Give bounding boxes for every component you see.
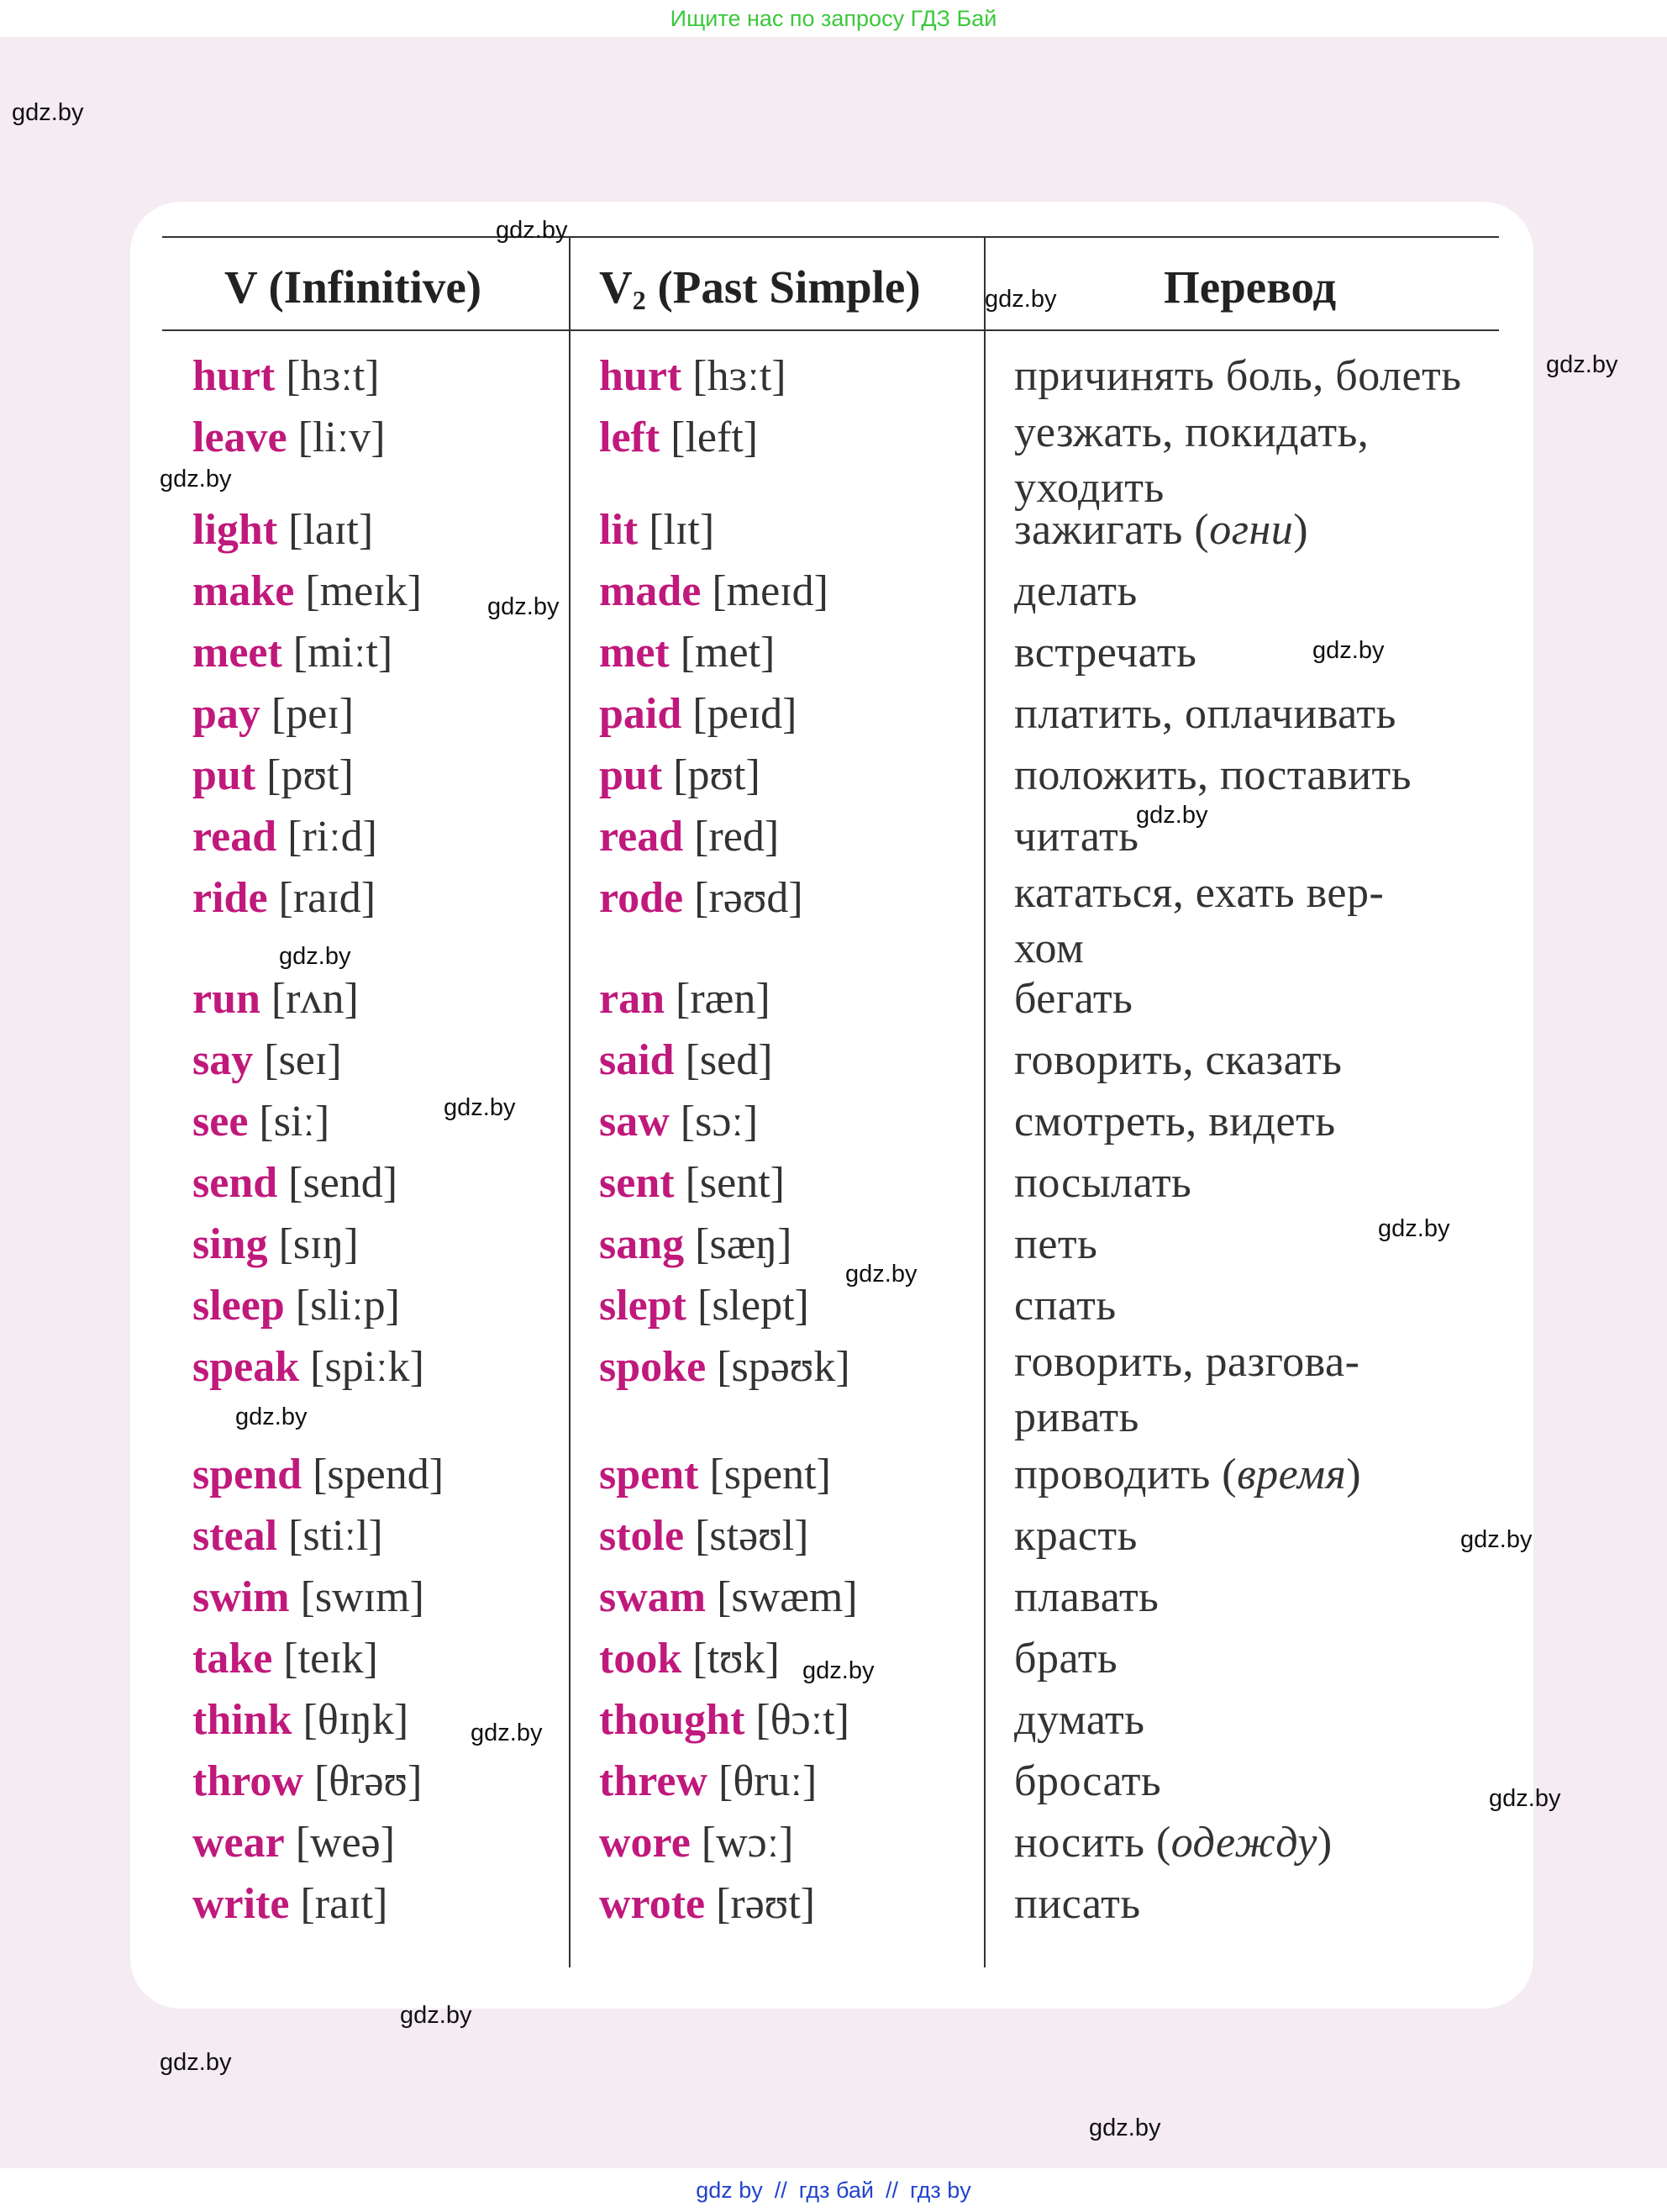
table-row xyxy=(0,349,1667,410)
translation-line: положить, поставить xyxy=(1014,751,1412,799)
past-simple-word: left xyxy=(599,413,660,461)
infinitive-transcription: [spiːk] xyxy=(310,1343,424,1391)
past-simple-transcription: [wɔː] xyxy=(701,1819,794,1867)
table-row xyxy=(0,1815,1667,1877)
translation-cell xyxy=(1014,1094,1336,1150)
infinitive-word: speak xyxy=(192,1343,300,1391)
translation-cell xyxy=(1014,687,1396,742)
infinitive-cell xyxy=(192,1033,342,1088)
infinitive-cell xyxy=(192,1570,424,1625)
infinitive-word: think xyxy=(192,1696,292,1744)
translation-cell xyxy=(1014,809,1139,865)
infinitive-word: spend xyxy=(192,1451,302,1498)
watermark: gdz.by xyxy=(160,2049,232,2076)
infinitive-transcription: [pʊt] xyxy=(266,751,354,799)
infinitive-word: read xyxy=(192,813,277,861)
past-simple-cell xyxy=(599,1754,817,1809)
past-simple-cell xyxy=(599,748,760,803)
infinitive-word: leave xyxy=(192,413,287,461)
past-simple-word: made xyxy=(599,567,702,615)
past-simple-transcription: [meɪd] xyxy=(712,567,828,615)
infinitive-transcription: [spend] xyxy=(313,1451,444,1498)
watermark: gdz.by xyxy=(1136,802,1208,829)
watermark: gdz.by xyxy=(471,1720,543,1746)
past-simple-transcription: [stəʊl] xyxy=(695,1512,809,1560)
past-simple-cell xyxy=(599,809,779,865)
past-simple-word: sang xyxy=(599,1220,685,1268)
translation-line: хом xyxy=(1014,924,1085,972)
header-translation: Перевод xyxy=(1164,261,1337,313)
past-simple-word: lit xyxy=(599,506,639,554)
watermark: gdz.by xyxy=(496,217,568,244)
watermark: gdz.by xyxy=(1546,351,1618,378)
past-simple-word: put xyxy=(599,751,663,799)
infinitive-cell xyxy=(192,1877,387,1932)
past-simple-transcription: [left] xyxy=(670,413,759,461)
watermark: gdz.by xyxy=(279,943,351,970)
past-simple-word: read xyxy=(599,813,684,861)
past-simple-cell xyxy=(599,349,786,404)
header-past-v: V xyxy=(599,261,633,313)
infinitive-cell xyxy=(192,1754,422,1809)
header-past-simple xyxy=(599,254,921,321)
infinitive-word: throw xyxy=(192,1757,303,1805)
past-simple-cell xyxy=(599,503,714,558)
infinitive-word: sing xyxy=(192,1220,268,1268)
infinitive-cell xyxy=(192,410,386,466)
table-row xyxy=(0,972,1667,1033)
past-simple-transcription: [rəʊd] xyxy=(694,874,803,922)
infinitive-word: ride xyxy=(192,874,268,922)
infinitive-word: light xyxy=(192,506,278,554)
footer-separator: // xyxy=(885,2178,898,2203)
footer-link-3[interactable]: гдз by xyxy=(910,2178,971,2203)
past-simple-word: paid xyxy=(599,690,682,738)
table-row xyxy=(0,1094,1667,1156)
watermark: gdz.by xyxy=(845,1261,918,1288)
infinitive-transcription: [riːd] xyxy=(287,813,377,861)
infinitive-transcription: [peɪ] xyxy=(271,690,355,738)
infinitive-transcription: [miːt] xyxy=(292,629,393,677)
infinitive-word: put xyxy=(192,751,256,799)
infinitive-transcription: [send] xyxy=(288,1159,398,1207)
past-simple-word: spoke xyxy=(599,1343,707,1391)
past-simple-word: sent xyxy=(599,1159,675,1207)
infinitive-transcription: [meɪk] xyxy=(305,567,422,615)
infinitive-transcription: [raɪd] xyxy=(278,874,376,922)
infinitive-cell xyxy=(192,503,373,558)
translation-line: ривать xyxy=(1014,1393,1139,1441)
translation-line: спать xyxy=(1014,1282,1117,1330)
table-row xyxy=(0,1509,1667,1570)
translation-text: зажигать ( xyxy=(1014,506,1210,554)
infinitive-transcription: [weə] xyxy=(295,1819,396,1867)
translation-line: красть xyxy=(1014,1512,1138,1560)
translation-line: думать xyxy=(1014,1696,1145,1744)
header-bottom-rule xyxy=(162,329,1499,331)
translation-line: плавать xyxy=(1014,1573,1160,1621)
past-simple-cell xyxy=(599,1156,785,1211)
table-row xyxy=(0,1278,1667,1340)
infinitive-word: pay xyxy=(192,690,260,738)
past-simple-word: swam xyxy=(599,1573,707,1621)
translation-cell xyxy=(1014,748,1412,803)
past-simple-transcription: [θɔːt] xyxy=(755,1696,849,1744)
header-infinitive: V (Infinitive) xyxy=(224,261,482,313)
translation-text-end: ) xyxy=(1293,506,1309,554)
translation-text: носить ( xyxy=(1014,1819,1171,1867)
translation-line: делать xyxy=(1014,567,1138,615)
translation-cell xyxy=(1014,1447,1361,1503)
past-simple-word: slept xyxy=(599,1282,686,1330)
table-row xyxy=(0,1693,1667,1754)
table-row xyxy=(0,1447,1667,1509)
past-simple-transcription: [spent] xyxy=(709,1451,831,1498)
past-simple-cell xyxy=(599,972,770,1027)
translation-cell xyxy=(1014,1033,1342,1088)
translation-cell xyxy=(1014,1509,1138,1564)
watermark: gdz.by xyxy=(400,2002,472,2029)
infinitive-cell xyxy=(192,1509,383,1564)
translation-cell xyxy=(1014,1340,1359,1446)
table-row xyxy=(0,1156,1667,1217)
infinitive-cell xyxy=(192,1156,397,1211)
watermark: gdz.by xyxy=(1489,1785,1561,1812)
past-simple-word: took xyxy=(599,1635,682,1683)
past-simple-word: threw xyxy=(599,1757,708,1805)
past-simple-cell xyxy=(599,564,828,619)
past-simple-cell xyxy=(599,1278,809,1334)
past-simple-transcription: [sæŋ] xyxy=(695,1220,792,1268)
infinitive-cell xyxy=(192,748,354,803)
past-simple-cell xyxy=(599,1094,758,1150)
table-row xyxy=(0,564,1667,625)
top-banner[interactable]: Ищите нас по запросу ГДЗ Бай xyxy=(0,0,1667,37)
translation-cell xyxy=(1014,1217,1097,1272)
translation-cell xyxy=(1014,1570,1159,1625)
translation-cell xyxy=(1014,503,1308,558)
table-row xyxy=(0,809,1667,871)
infinitive-cell xyxy=(192,1094,329,1150)
past-simple-cell xyxy=(599,1815,794,1871)
past-simple-transcription: [tʊk] xyxy=(692,1635,780,1683)
infinitive-cell xyxy=(192,687,354,742)
past-simple-transcription: [sed] xyxy=(685,1036,773,1084)
past-simple-transcription: [spəʊk] xyxy=(717,1343,850,1391)
table-row xyxy=(0,687,1667,748)
past-simple-cell xyxy=(599,1693,849,1748)
infinitive-cell xyxy=(192,1631,378,1687)
translation-cell xyxy=(1014,972,1133,1027)
translation-line: причинять боль, болеть xyxy=(1014,352,1462,400)
infinitive-transcription: [hɜːt] xyxy=(286,352,380,400)
table-row xyxy=(0,625,1667,687)
past-simple-transcription: [swæm] xyxy=(717,1573,858,1621)
watermark: gdz.by xyxy=(235,1404,308,1430)
translation-line: бросать xyxy=(1014,1757,1162,1805)
infinitive-word: write xyxy=(192,1880,290,1928)
past-simple-word: ran xyxy=(599,975,665,1023)
infinitive-word: meet xyxy=(192,629,282,677)
watermark: gdz.by xyxy=(1378,1215,1450,1242)
translation-line: уходить xyxy=(1014,464,1165,512)
table-row xyxy=(0,748,1667,809)
past-simple-cell xyxy=(599,1217,791,1272)
past-simple-word: rode xyxy=(599,874,684,922)
footer-bar xyxy=(0,2168,1667,2212)
past-simple-cell xyxy=(599,687,797,742)
past-simple-cell xyxy=(599,1877,815,1932)
past-simple-transcription: [met] xyxy=(680,629,776,677)
infinitive-word: take xyxy=(192,1635,273,1683)
past-simple-transcription: [rəʊt] xyxy=(716,1880,816,1928)
translation-cell xyxy=(1014,1631,1117,1687)
translation-text: проводить ( xyxy=(1014,1451,1238,1498)
translation-cell xyxy=(1014,1278,1117,1334)
infinitive-transcription: [seɪ] xyxy=(264,1036,342,1084)
translation-cell xyxy=(1014,1815,1333,1871)
past-simple-cell xyxy=(599,871,803,926)
infinitive-cell xyxy=(192,1340,424,1395)
translation-line: смотреть, видеть xyxy=(1014,1098,1336,1146)
past-simple-word: wore xyxy=(599,1819,691,1867)
translation-line: брать xyxy=(1014,1635,1118,1683)
infinitive-transcription: [sliːp] xyxy=(295,1282,400,1330)
infinitive-cell xyxy=(192,349,380,404)
infinitive-cell xyxy=(192,1447,444,1503)
watermark: gdz.by xyxy=(487,593,560,620)
past-simple-word: spent xyxy=(599,1451,699,1498)
infinitive-cell xyxy=(192,625,392,681)
infinitive-word: sleep xyxy=(192,1282,285,1330)
translation-line: писать xyxy=(1014,1880,1141,1928)
translation-text-end: ) xyxy=(1317,1819,1333,1867)
translation-line: говорить, сказать xyxy=(1014,1036,1343,1084)
infinitive-cell xyxy=(192,1278,400,1334)
translation-line: кататься, ехать вер- xyxy=(1014,869,1385,917)
table-row xyxy=(0,1570,1667,1631)
watermark: gdz.by xyxy=(1089,2115,1161,2141)
past-simple-transcription: [θruː] xyxy=(718,1757,818,1805)
infinitive-cell xyxy=(192,1217,359,1272)
past-simple-transcription: [hɜːt] xyxy=(692,352,786,400)
past-simple-cell xyxy=(599,1447,831,1503)
watermark: gdz.by xyxy=(985,286,1057,313)
infinitive-word: run xyxy=(192,975,260,1023)
header-past-label: (Past Simple) xyxy=(645,261,921,313)
past-simple-cell xyxy=(599,1509,808,1564)
infinitive-cell xyxy=(192,564,422,619)
translation-line: читать xyxy=(1014,813,1139,861)
translation-note: огни xyxy=(1209,506,1294,554)
translation-line: посылать xyxy=(1014,1159,1192,1207)
infinitive-transcription: [sɪŋ] xyxy=(278,1220,359,1268)
past-simple-cell xyxy=(599,1631,780,1687)
watermark: gdz.by xyxy=(1460,1526,1533,1553)
infinitive-word: see xyxy=(192,1098,249,1146)
translation-line: говорить, разгова- xyxy=(1014,1338,1360,1386)
translation-line: петь xyxy=(1014,1220,1098,1268)
infinitive-transcription: [rʌn] xyxy=(271,975,359,1023)
translation-text-end: ) xyxy=(1346,1451,1362,1498)
table-row xyxy=(0,503,1667,564)
past-simple-transcription: [sent] xyxy=(685,1159,785,1207)
watermark: gdz.by xyxy=(444,1094,516,1121)
translation-line: бегать xyxy=(1014,975,1133,1023)
translation-cell xyxy=(1014,1877,1141,1932)
past-simple-word: stole xyxy=(599,1512,685,1560)
infinitive-word: swim xyxy=(192,1573,290,1621)
table-row xyxy=(0,1754,1667,1815)
translation-line: уезжать, покидать, xyxy=(1014,408,1370,456)
infinitive-word: wear xyxy=(192,1819,285,1867)
infinitive-word: send xyxy=(192,1159,278,1207)
past-simple-transcription: [pʊt] xyxy=(673,751,760,799)
past-simple-word: said xyxy=(599,1036,675,1084)
watermark: gdz.by xyxy=(12,99,84,126)
past-simple-transcription: [peɪd] xyxy=(692,690,797,738)
past-simple-cell xyxy=(599,410,758,466)
translation-cell xyxy=(1014,410,1369,516)
infinitive-transcription: [liːv] xyxy=(297,413,386,461)
watermark: gdz.by xyxy=(1312,637,1385,664)
watermark: gdz.by xyxy=(802,1657,875,1684)
translation-note: время xyxy=(1237,1451,1347,1498)
translation-cell xyxy=(1014,1693,1145,1748)
translation-cell xyxy=(1014,349,1462,404)
past-simple-word: thought xyxy=(599,1696,745,1744)
past-simple-word: wrote xyxy=(599,1880,706,1928)
translation-line: встречать xyxy=(1014,629,1197,677)
infinitive-cell xyxy=(192,871,376,926)
past-simple-word: hurt xyxy=(599,352,682,400)
infinitive-cell xyxy=(192,1693,408,1748)
infinitive-transcription: [teɪk] xyxy=(283,1635,378,1683)
header-past-sub: 2 xyxy=(632,285,646,315)
footer-link-2[interactable]: гдз бай xyxy=(798,2178,874,2203)
past-simple-transcription: [lɪt] xyxy=(649,506,715,554)
infinitive-word: make xyxy=(192,567,295,615)
infinitive-cell xyxy=(192,809,377,865)
translation-cell xyxy=(1014,1156,1191,1211)
past-simple-transcription: [sɔː] xyxy=(680,1098,759,1146)
infinitive-word: hurt xyxy=(192,352,276,400)
table-row xyxy=(0,1033,1667,1094)
infinitive-word: say xyxy=(192,1036,254,1084)
infinitive-transcription: [swɪm] xyxy=(300,1573,424,1621)
table-top-rule xyxy=(162,236,1499,238)
infinitive-transcription: [θrəʊ] xyxy=(313,1757,423,1805)
infinitive-word: steal xyxy=(192,1512,278,1560)
past-simple-cell xyxy=(599,1340,850,1395)
infinitive-transcription: [raɪt] xyxy=(300,1880,388,1928)
past-simple-cell xyxy=(599,1570,858,1625)
translation-line: платить, оплачивать xyxy=(1014,690,1396,738)
footer-link-1[interactable]: gdz by xyxy=(696,2178,763,2203)
infinitive-transcription: [θɪŋk] xyxy=(302,1696,409,1744)
infinitive-transcription: [laɪt] xyxy=(288,506,374,554)
past-simple-cell xyxy=(599,1033,773,1088)
infinitive-cell xyxy=(192,972,359,1027)
translation-cell xyxy=(1014,871,1384,977)
translation-note: одежду xyxy=(1170,1819,1317,1867)
watermark: gdz.by xyxy=(160,466,232,492)
past-simple-transcription: [red] xyxy=(694,813,780,861)
translation-cell xyxy=(1014,625,1196,681)
infinitive-transcription: [stiːl] xyxy=(288,1512,383,1560)
past-simple-transcription: [slept] xyxy=(697,1282,809,1330)
footer-separator: // xyxy=(774,2178,787,2203)
past-simple-transcription: [ræn] xyxy=(676,975,770,1023)
translation-cell xyxy=(1014,1754,1161,1809)
table-row xyxy=(0,1877,1667,1938)
infinitive-transcription: [siː] xyxy=(259,1098,330,1146)
past-simple-word: saw xyxy=(599,1098,670,1146)
infinitive-cell xyxy=(192,1815,395,1871)
past-simple-cell xyxy=(599,625,775,681)
past-simple-word: met xyxy=(599,629,670,677)
translation-cell xyxy=(1014,564,1138,619)
